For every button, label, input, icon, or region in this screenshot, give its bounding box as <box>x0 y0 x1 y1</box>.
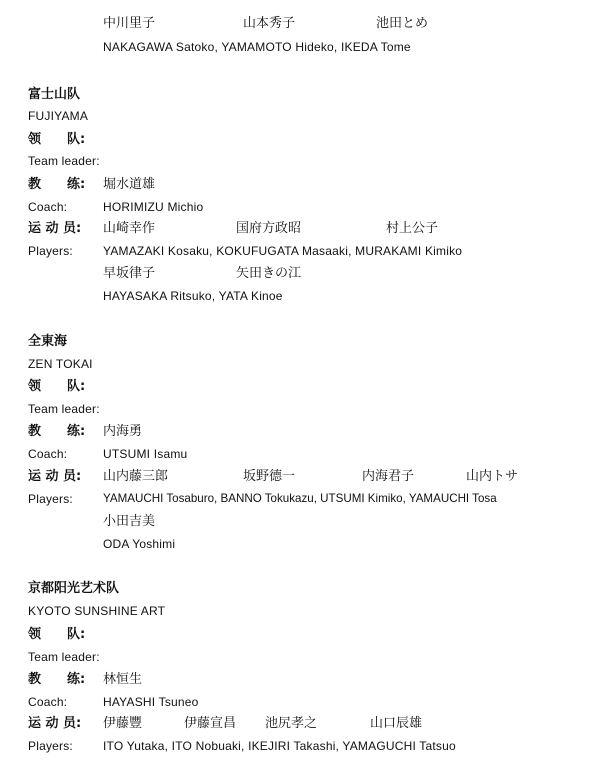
player-cn: 山内トサ <box>466 469 519 484</box>
leader-label-en: Team leader: <box>28 154 100 168</box>
coach-name-cn: 堀水道雄 <box>103 177 156 192</box>
player-cn: 坂野德一 <box>243 469 296 484</box>
team-name-cn: 全東海 <box>28 334 68 349</box>
players-en: YAMAZAKI Kosaku, KOKUFUGATA Masaaki, MURAKAMI Kimiko <box>103 244 463 258</box>
coach-label-cn: 教 练: <box>28 424 86 439</box>
players-label-en: Players: <box>28 739 73 753</box>
top-player-cn-2: 山本秀子 <box>243 16 296 31</box>
player-cn: 山口辰雄 <box>370 716 423 731</box>
coach-name-en: HAYASHI Tsuneo <box>103 695 199 709</box>
players-label-en: Players: <box>28 492 73 506</box>
players-label-cn: 运 动 员: <box>28 469 82 484</box>
player-cn: 早坂律子 <box>103 266 156 281</box>
players-label-en: Players: <box>28 244 73 258</box>
coach-label-cn: 教 练: <box>28 672 86 687</box>
leader-label-cn: 领 队: <box>28 132 86 147</box>
top-player-cn-1: 中川里子 <box>103 16 156 31</box>
coach-name-cn: 林恒生 <box>103 672 143 687</box>
team-name-en: KYOTO SUNSHINE ART <box>28 604 166 618</box>
player-cn: 小田吉美 <box>103 514 156 529</box>
coach-name-cn: 内海勇 <box>103 424 143 439</box>
team-name-en: FUJIYAMA <box>28 109 89 123</box>
player-cn: 伊藤宣昌 <box>184 716 237 731</box>
players-en: ITO Yutaka, ITO Nobuaki, IKEJIRI Takashi, YAMAGUCHI Tatsuo <box>103 739 456 753</box>
leader-label-en: Team leader: <box>28 402 100 416</box>
player-cn: 山崎幸作 <box>103 221 156 236</box>
coach-label-en: Coach: <box>28 200 68 214</box>
players-en: YAMAUCHI Tosaburo, BANNO Tokukazu, UTSUMI Kimiko, YAMAUCHI Tosa <box>103 492 497 505</box>
player-cn: 村上公子 <box>386 221 439 236</box>
team-name-cn: 京都阳光艺术队 <box>28 581 120 596</box>
player-cn: 山内藤三郎 <box>103 469 169 484</box>
leader-label-cn: 领 队: <box>28 379 86 394</box>
players-label-cn: 运 动 员: <box>28 221 82 236</box>
players-en: ODA Yoshimi <box>103 537 176 551</box>
coach-label-en: Coach: <box>28 695 68 709</box>
top-player-cn-3: 池田とめ <box>376 16 429 31</box>
team-name-en: ZEN TOKAI <box>28 357 93 371</box>
coach-label-cn: 教 练: <box>28 177 86 192</box>
player-cn: 国府方政昭 <box>236 221 302 236</box>
leader-label-cn: 领 队: <box>28 627 86 642</box>
player-cn: 内海君子 <box>362 469 415 484</box>
player-cn: 伊藤豐 <box>103 716 143 731</box>
team-name-cn: 富士山队 <box>28 87 81 102</box>
player-cn: 池尻孝之 <box>265 716 318 731</box>
leader-label-en: Team leader: <box>28 650 100 664</box>
coach-name-en: HORIMIZU Michio <box>103 200 204 214</box>
top-players-en: NAKAGAWA Satoko, YAMAMOTO Hideko, IKEDA Tome <box>103 40 411 54</box>
players-label-cn: 运 动 员: <box>28 716 82 731</box>
player-cn: 矢田きの江 <box>236 266 302 281</box>
players-en: HAYASAKA Ritsuko, YATA Kinoe <box>103 289 283 303</box>
coach-label-en: Coach: <box>28 447 68 461</box>
coach-name-en: UTSUMI Isamu <box>103 447 188 461</box>
